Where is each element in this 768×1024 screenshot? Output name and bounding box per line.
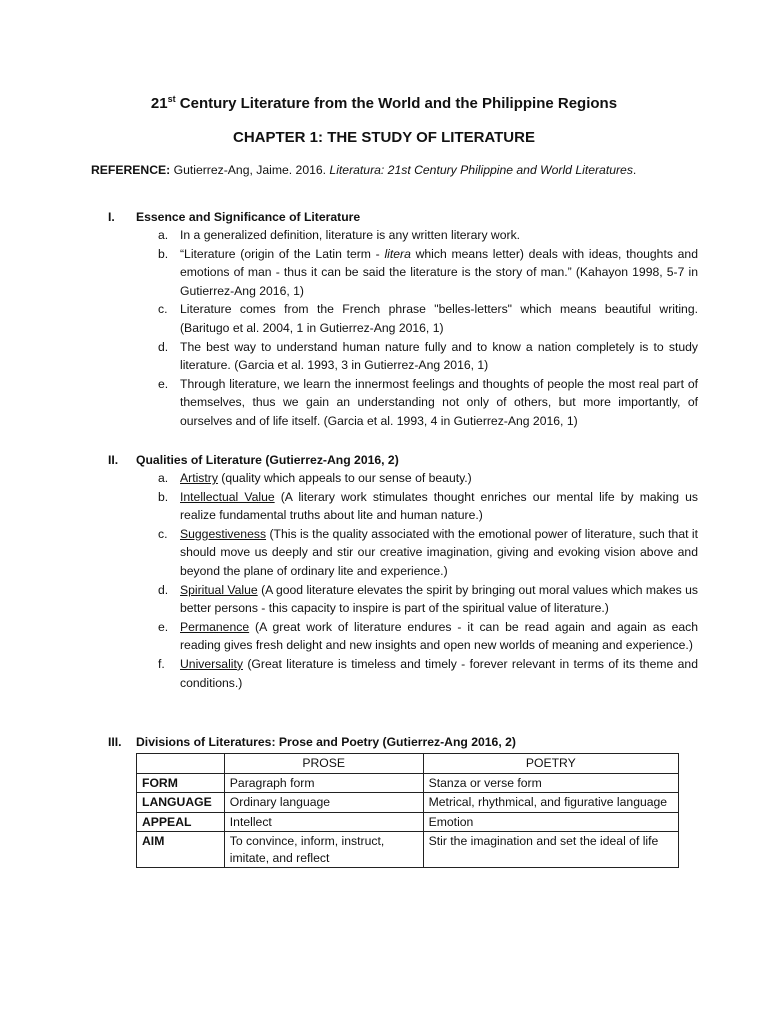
table-header-cell: PROSE	[224, 754, 423, 774]
table-header-cell	[137, 754, 225, 774]
table-cell: Metrical, rhythmical, and figurative language	[423, 793, 678, 813]
table-cell: Intellect	[224, 812, 423, 832]
table-cell: Stir the imagination and set the ideal of life	[423, 832, 678, 868]
chapter-heading: CHAPTER 1: THE STUDY OF LITERATURE	[233, 129, 535, 146]
list-item: b. Intellectual Value (A literary work stimulates thought enriches our mental life by making us realize fundamental truths about lite and human nature.)	[158, 489, 698, 523]
table-cell: Paragraph form	[224, 773, 423, 793]
table-header-row	[137, 754, 679, 774]
section-heading: I. Essence and Significance of Literature	[108, 210, 361, 224]
table-row	[137, 773, 679, 793]
document-title: 21st Century Literature from the World and the Philippine Regions	[150, 94, 618, 112]
essence-list	[108, 226, 698, 431]
section-heading: III. Divisions of Literatures: Prose and Poetry (Gutierrez-Ang 2016, 2)	[108, 735, 516, 749]
list-item: a. Artistry (quality which appeals to our sense of beauty.)	[158, 471, 472, 485]
section-essence	[108, 208, 698, 431]
table-row-head: APPEAL	[137, 812, 225, 832]
list-item: c. Literature comes from the French phrase "belles-letters" which means beautiful writing. (Baritugo et al. 2004, 1 in Gutierrez-Ang 2016, 1)	[158, 302, 698, 335]
section-heading: II. Qualities of Literature (Gutierrez-Ang 2016, 2)	[108, 453, 399, 467]
table-cell: Stanza or verse form	[423, 773, 678, 793]
reference-line: REFERENCE: Gutierrez-Ang, Jaime. 2016. Literatura: 21st Century Philippine and World Literatures.	[91, 163, 637, 177]
table-cell: To convince, inform, instruct, imitate, and reflect	[224, 832, 423, 868]
table-row	[137, 832, 679, 868]
prose-poetry-table	[136, 753, 679, 868]
table-row	[137, 812, 679, 832]
section-divisions	[108, 733, 698, 751]
table-row-head: FORM	[137, 773, 225, 793]
list-item: e. Permanence (A great work of literature endures - it can be read again and again as each reading gives fresh delight and new insights and open new worlds of meaning and experience.)	[158, 619, 698, 653]
table-cell: Emotion	[423, 812, 678, 832]
qualities-list	[108, 469, 698, 692]
list-item: c. Suggestiveness (This is the quality associated with the emotional power of literature, such that it should move us deeply and stir our creative imagination, giving and evoking vision above and beyond the plane of ordinary lite and experience.)	[158, 526, 698, 578]
list-item: f. Universality (Great literature is timeless and timely - forever relevant in terms of its theme and conditions.)	[158, 656, 698, 690]
list-item: e. Through literature, we learn the innermost feelings and thoughts of people the most real part of themselves, thus we gain an understanding not only of others, but more importantly, of ourselves and of life itself. (Garcia et al. 1993, 4 in Gutierrez-Ang 2016, 1)	[158, 376, 698, 428]
table-row	[137, 793, 679, 813]
section-qualities	[108, 451, 698, 692]
list-item: b. “Literature (origin of the Latin term - litera which means letter) deals with ideas, thoughts and emotions of man - thus it can be said the literature is the story of man.” (Kahayon 1998, 5-7 in Gutierrez-Ang 2016, 1)	[158, 246, 698, 298]
table-header-cell: POETRY	[423, 754, 678, 774]
list-item: a. In a generalized definition, literature is any written literary work.	[158, 228, 521, 242]
table-row-head: LANGUAGE	[137, 793, 225, 813]
table-cell: Ordinary language	[224, 793, 423, 813]
list-item: d. Spiritual Value (A good literature elevates the spirit by bringing out moral values which makes us better persons - this capacity to inspire is part of the spiritual value of literature.)	[158, 582, 699, 616]
table-row-head: AIM	[137, 832, 225, 868]
list-item: d. The best way to understand human nature fully and to know a nation completely is to study literature. (Garcia et al. 1993, 3 in Gutierrez-Ang 2016, 1)	[158, 339, 698, 373]
